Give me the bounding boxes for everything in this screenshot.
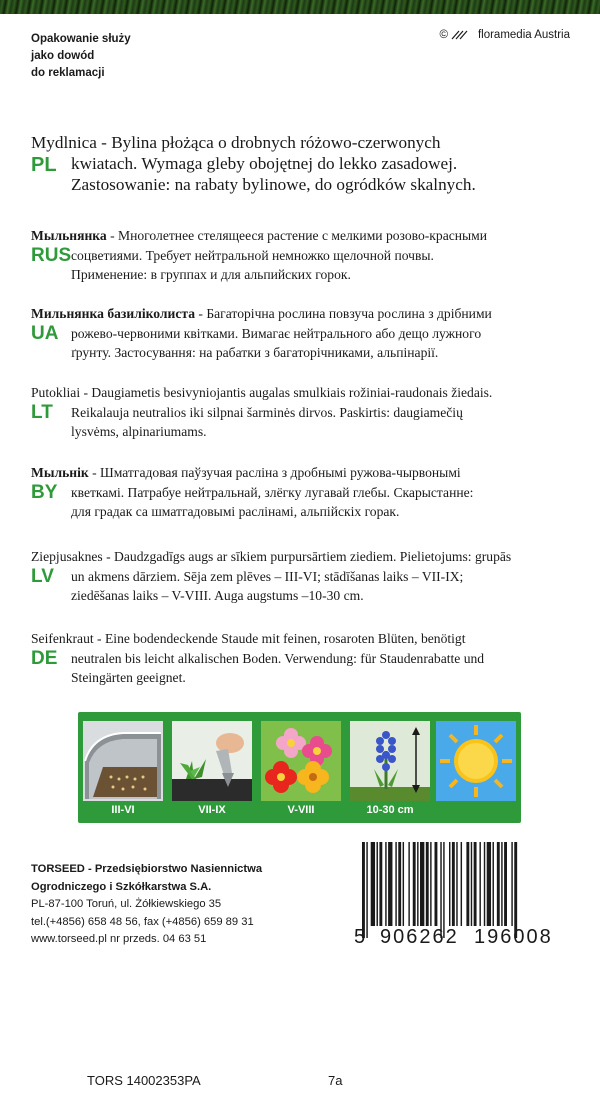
barcode-bar xyxy=(511,842,512,926)
barcode-bar xyxy=(456,842,457,926)
barcode-bar xyxy=(514,842,517,938)
plant-height-icon xyxy=(350,721,430,801)
barcode-bar xyxy=(430,842,431,926)
barcode-bar xyxy=(504,842,507,926)
lang-block-ua xyxy=(31,304,573,363)
barcode-bar xyxy=(385,842,386,926)
barcode-bar xyxy=(461,842,462,926)
barcode-bar xyxy=(417,842,418,926)
copyright-symbol: © xyxy=(439,29,448,41)
icon-label-height: 10-30 cm xyxy=(366,804,414,816)
company-website: www.torseed.pl nr przeds. 04 63 51 xyxy=(31,933,207,945)
barcode-bar xyxy=(466,842,469,926)
lang-text-by: Мыльнік - Шматгадовая паўзучая расліна з дробнымі ружова-чырвонымі кветкамі. Патрабуе нейтральнай, злёгку лугавай глебы. Скарыстанне: для градак са шматгадовымі раслінамі, альпійскіх горак. xyxy=(31,465,474,519)
copyright-brand xyxy=(439,29,570,41)
lang-code-by: BY xyxy=(31,482,58,503)
barcode-bar xyxy=(362,842,365,938)
icon-label-sowing: III-VI xyxy=(111,804,135,816)
lang-text-pl: Mydlnica - Bylina płożąca o drobnych różowo-czerwonych kwiatach. Wymaga gleby obojętnej do lekko zasadowej. Zastosowanie: na rabaty bylinowe, do ogródków skalnych. xyxy=(31,133,476,194)
lang-block-lv xyxy=(31,547,573,606)
barcode-bar xyxy=(379,842,382,926)
company-info xyxy=(31,861,351,949)
barcode-bar xyxy=(403,842,404,926)
company-address: PL-87-100 Toruń, ul. Żółkiewskiego 35 xyxy=(31,898,222,910)
icon-label-flowering: V-VIII xyxy=(287,804,315,816)
sun-icon xyxy=(436,721,516,801)
barcode-bar xyxy=(395,842,396,926)
lang-text-lt: Putokliai - Daugiametis besivyniojantis augalas smulkiais rožiniai-raudonais žiedais. Reikalauja neutralios iki silpnai šarminės dirvos. Paskirtis: daugiamečių lysvėms, alpinariumams. xyxy=(31,385,493,439)
barcode-bar xyxy=(449,842,450,926)
barcode-bar xyxy=(501,842,502,926)
barcode-bar xyxy=(497,842,500,926)
product-code: TORS 14002353PA xyxy=(87,1073,201,1088)
barcode-bar xyxy=(420,842,424,926)
lang-code-de: DE xyxy=(31,648,58,669)
barcode-bar xyxy=(452,842,455,926)
lang-code-rus: RUS xyxy=(31,245,72,266)
lang-block-rus xyxy=(31,226,573,285)
barcode-bar xyxy=(474,842,477,926)
company-name-2: Ogrodniczego i Szkółkarstwa S.A. xyxy=(31,880,212,893)
barcode-bar xyxy=(440,842,441,938)
notice-line: jako dowód xyxy=(31,50,95,62)
barcode-bar xyxy=(413,842,416,926)
lang-text-ua: Мильнянка базиліколиста - Багаторічна рослина повзуча рослина з дрібними рожево-червоними квітками. Вимагає нейтрального або дещо лужного ґрунту. Застосування: на рабатки з багаторічниками, альпінарії. xyxy=(31,306,492,360)
barcode-bar xyxy=(366,842,367,938)
lang-code-ua: UA xyxy=(31,323,59,344)
barcode-digits-right: 196008 xyxy=(474,926,553,948)
grass-photo-strip xyxy=(0,0,600,14)
barcode-bar xyxy=(388,842,392,926)
lang-code-lt: LT xyxy=(31,402,53,423)
barcode-bar xyxy=(377,842,378,926)
barcode-bar xyxy=(443,842,444,938)
company-name: TORSEED - Przedsiębiorstwo Nasiennictwa xyxy=(31,863,263,875)
barcode-bar xyxy=(371,842,375,926)
barcode-bar xyxy=(426,842,429,926)
barcode-digit-lead: 5 xyxy=(354,926,368,948)
lang-text-de: Seifenkraut - Eine bodendeckende Staude mit feinen, rosaroten Blüten, benötigt neutralen bis leicht alkalischen Boden. Verwendung: für Staudenrabatte und Steingärten geeignet. xyxy=(31,631,485,685)
floramedia-logo-icon xyxy=(451,30,475,40)
barcode-bar xyxy=(435,842,438,926)
lang-block-by xyxy=(31,463,573,522)
lang-code-pl: PL xyxy=(31,154,57,176)
company-phone: tel.(+4856) 658 48 56, fax (+4856) 659 89 31 xyxy=(31,915,254,928)
icon-label-planting: VII-IX xyxy=(198,804,226,816)
lang-block-lt xyxy=(31,383,573,442)
notice-line: do reklamacji xyxy=(31,67,105,79)
lang-text-rus: Мыльнянка - Многолетнее стелящееся растение с мелкими розово-красными соцветиями. Требует нейтральной немножко щелочной почвы. Применение: в группах и для альпийских горок. xyxy=(31,228,488,282)
lang-block-de xyxy=(31,629,573,688)
sowing-under-foil-icon xyxy=(83,721,163,801)
barcode-bar xyxy=(408,842,409,926)
batch-number: 7a xyxy=(328,1073,343,1088)
cultivation-icons-strip xyxy=(78,712,521,823)
complaint-notice xyxy=(31,31,211,82)
lang-code-lv: LV xyxy=(31,566,54,587)
barcode-bar xyxy=(484,842,485,926)
lang-block-pl xyxy=(31,132,573,195)
barcode-digits-left: 906262 xyxy=(380,926,459,948)
lang-text-lv: Ziepjusaknes - Daudzgadīgs augs ar sīkiem purpursārtiem ziediem. Pielietojums: grupās un akmens dārziem. Sēja zem plēves – III-VI; stādīšanas laiks – VII-IX; ziedēšanas laiks – V-VIII. Auga augstums –10-30 cm. xyxy=(31,549,512,603)
flowering-icon xyxy=(261,721,341,801)
barcode-bar xyxy=(493,842,494,926)
notice-line: Opakowanie służy xyxy=(31,33,131,45)
barcode-bar xyxy=(479,842,480,926)
brand-name: floramedia Austria xyxy=(477,29,570,41)
barcode-bar xyxy=(398,842,401,926)
barcode-bar xyxy=(487,842,491,926)
planting-icon xyxy=(172,721,252,801)
barcode-bar xyxy=(471,842,472,926)
